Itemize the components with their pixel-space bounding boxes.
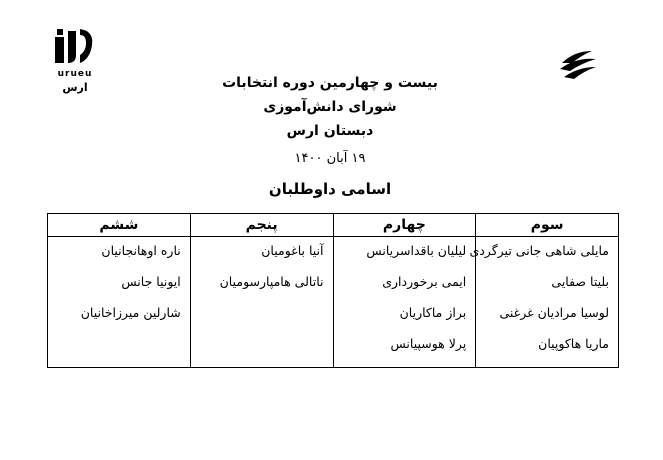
school-emblem-icon bbox=[50, 25, 100, 69]
candidates-table bbox=[47, 213, 619, 368]
candidate-name: شارلین میرزاخانیان bbox=[80, 305, 181, 320]
column-third bbox=[469, 237, 619, 368]
column-header-fifth: پنجم bbox=[190, 214, 333, 237]
wave-emblem-icon bbox=[558, 47, 598, 81]
column-header-fourth: چهارم bbox=[333, 214, 476, 237]
candidate-name: ناره اوهانجانیان bbox=[101, 243, 181, 258]
header-line-2: شورای دانش‌آموزی bbox=[263, 99, 397, 115]
table-body-row bbox=[48, 237, 619, 368]
logo-persian-text: ارس bbox=[62, 81, 88, 94]
column-sixth bbox=[48, 237, 191, 368]
column-header-sixth: ششم bbox=[48, 214, 191, 237]
header-line-3: دبستان ارس bbox=[286, 123, 374, 139]
candidate-name: مایلی شاهی جانی تیرگردی bbox=[469, 243, 609, 258]
candidate-name: آنیا باغومیان bbox=[261, 243, 324, 258]
school-logo bbox=[50, 25, 100, 97]
header-line-1: بیست و چهارمین دوره انتخابات bbox=[222, 75, 438, 91]
column-fifth bbox=[190, 237, 333, 368]
election-date: ۱۹ آبان ۱۴۰۰ bbox=[294, 151, 366, 166]
candidate-name: ناتالی هامپارسومیان bbox=[219, 274, 324, 289]
candidate-name: ایمی برخورداری bbox=[382, 274, 467, 289]
column-fourth bbox=[333, 237, 476, 368]
column-header-third: سوم bbox=[476, 214, 619, 237]
candidates-title: اسامی داوطلبان bbox=[268, 180, 392, 198]
candidate-name: لیلیان باقداسریانس bbox=[366, 243, 467, 258]
election-header bbox=[180, 71, 480, 143]
emblem-logo bbox=[558, 47, 598, 81]
candidate-name: ایونیا جانس bbox=[121, 274, 181, 289]
logo-latin-text: urueu bbox=[57, 69, 93, 79]
candidate-name: براز ماکاریان bbox=[399, 305, 467, 320]
table-header-row bbox=[48, 214, 619, 237]
candidate-name: ماریا هاکوپیان bbox=[538, 336, 609, 351]
candidate-name: لوسیا مرادیان غرغنی bbox=[499, 305, 609, 320]
candidate-name: بلیتا صفایی bbox=[551, 274, 609, 289]
candidate-name: پرلا هوسپیانس bbox=[390, 336, 467, 351]
